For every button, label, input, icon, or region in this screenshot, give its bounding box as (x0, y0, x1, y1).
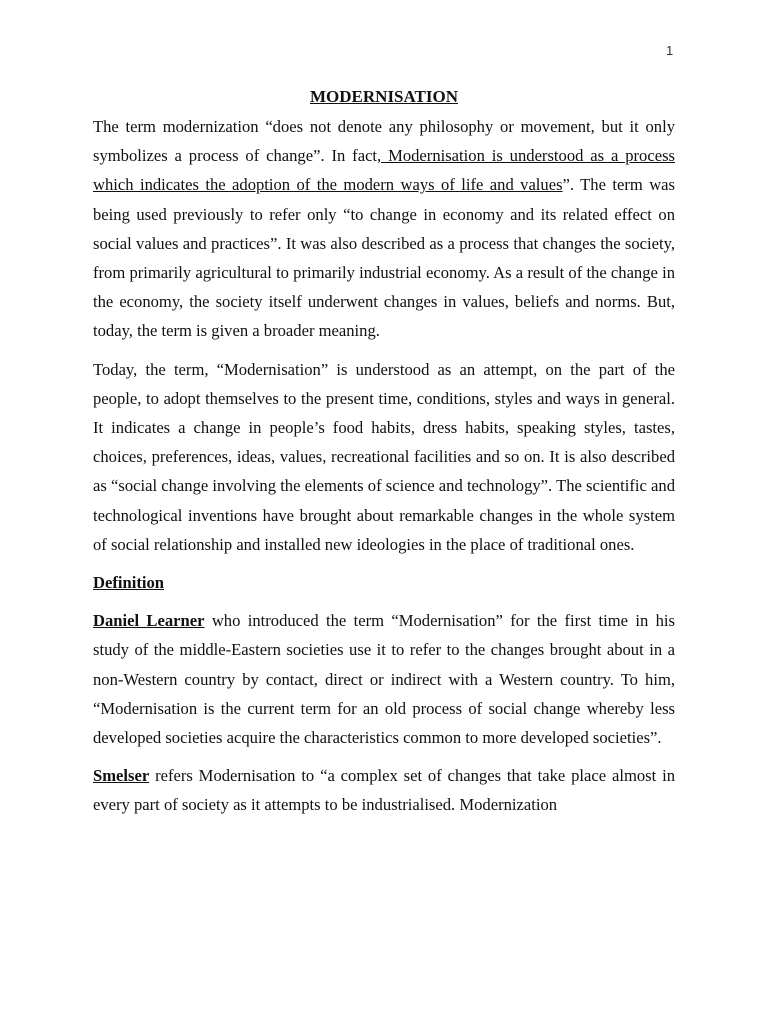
document-title: MODERNISATION (310, 87, 458, 106)
paragraph-learner (93, 606, 675, 752)
paragraph-intro-underlined: Modernisation is understood as a process which indicates the adoption of the modern ways of life and values (93, 146, 675, 195)
paragraph-intro (93, 112, 675, 346)
paragraph-learner-text: who introduced the term “Modernisation” for the first time in his study of the middle-Eastern societies use it to refer to the changes brought about in a non-Western country by contact, direct or indirect with a Western country. To him, “Modernisation is the current term for an old process of social change whereby less developed societies acquire the characteristics common to more developed societies”. (93, 611, 675, 748)
page-number: 1 (666, 43, 674, 58)
author-name-learner: Daniel Learner (93, 611, 205, 631)
paragraph-today: Today, the term, “Modernisation” is understood as an attempt, on the part of the people, to adopt themselves to the present time, conditions, styles and ways in general. It indicates a change in people’s food habits, dress habits, speaking styles, tastes, choices, preferences, ideas, values, recreational facilities and so on. It is also described as “social change involving the elements of science and technology”. The scientific and technological inventions have brought about remarkable changes in the whole system of social relationship and installed new ideologies in the place of traditional ones. (93, 359, 675, 554)
paragraph-smelser-text: refers Modernisation to “a complex set of changes that take place almost in every part of society as it attempts to be industrialised. Modernization (93, 766, 675, 815)
document-body (93, 86, 675, 829)
paragraph-smelser (93, 761, 675, 819)
definition-heading: Definition (93, 573, 164, 593)
paragraph-intro-text-b: ”. The term was being used previously to refer only “to change in economy and its related effect on social values and practices”. It was also described as a process that changes the society, from primarily agricultural to primarily industrial economy. As a result of the change in the economy, the society itself underwent changes in values, beliefs and norms. But, today, the term is given a broader meaning. (93, 175, 675, 341)
paragraph-intro-text-a: The term modernization “does not denote any philosophy or movement, but it only symbolizes a process of change”. In fact, (93, 117, 675, 166)
author-name-smelser: Smelser (93, 766, 150, 786)
